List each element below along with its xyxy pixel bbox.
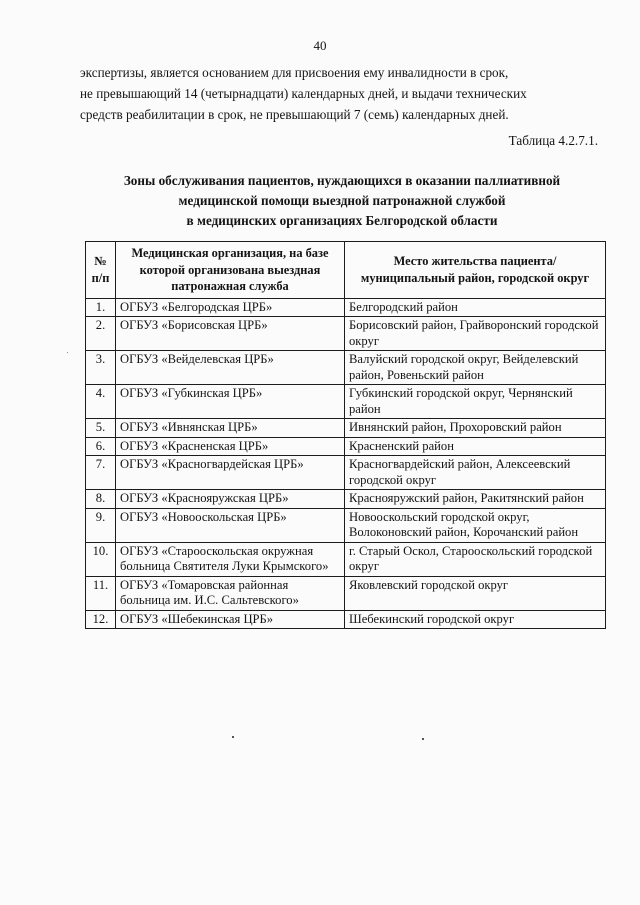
row-number: 7. <box>86 456 116 490</box>
row-number: 12. <box>86 610 116 629</box>
page-number: 40 <box>313 38 327 53</box>
scan-speck <box>422 738 424 740</box>
row-area: Белгородский район <box>345 298 606 317</box>
table-row <box>86 456 606 490</box>
row-organization: ОГБУЗ «Старооскольская окружная больница Святителя Луки Крымского» <box>116 542 345 576</box>
table-row <box>86 419 606 438</box>
service-zones-table <box>85 241 606 629</box>
row-organization: ОГБУЗ «Белгородская ЦРБ» <box>116 298 345 317</box>
table-row <box>86 542 606 576</box>
row-area: Красногвардейский район, Алексеевский городской округ <box>345 456 606 490</box>
header-number: № п/п <box>86 242 116 299</box>
title-line: медицинской помощи выездной патронажной службой <box>178 193 506 208</box>
row-organization: ОГБУЗ «Новооскольская ЦРБ» <box>116 508 345 542</box>
row-area: Валуйский городской округ, Вейделевский район, Ровеньский район <box>345 351 606 385</box>
row-number: 6. <box>86 437 116 456</box>
scan-speck <box>67 352 68 353</box>
table-row <box>86 490 606 509</box>
intro-line: средств реабилитации в срок, не превышающий 7 (семь) календарных дней. <box>80 107 509 122</box>
row-organization: ОГБУЗ «Красногвардейская ЦРБ» <box>116 456 345 490</box>
document-title <box>80 171 604 231</box>
scan-speck <box>232 736 234 738</box>
row-area: Шебекинский городской округ <box>345 610 606 629</box>
row-number: 8. <box>86 490 116 509</box>
title-line: в медицинских организациях Белгородской области <box>186 213 498 228</box>
row-organization: ОГБУЗ «Краснояружская ЦРБ» <box>116 490 345 509</box>
table-row <box>86 317 606 351</box>
row-area: г. Старый Оскол, Старооскольский городской округ <box>345 542 606 576</box>
table-row <box>86 437 606 456</box>
title-line: Зоны обслуживания пациентов, нуждающихся в оказании паллиативной <box>123 173 561 188</box>
row-organization: ОГБУЗ «Красненская ЦРБ» <box>116 437 345 456</box>
row-organization: ОГБУЗ «Борисовская ЦРБ» <box>116 317 345 351</box>
table-row <box>86 298 606 317</box>
row-number: 1. <box>86 298 116 317</box>
table-header-row <box>86 242 606 299</box>
row-area: Губкинский городской округ, Чернянский район <box>345 385 606 419</box>
table-row <box>86 508 606 542</box>
table-row <box>86 610 606 629</box>
table-row <box>86 385 606 419</box>
row-number: 9. <box>86 508 116 542</box>
row-organization: ОГБУЗ «Шебекинская ЦРБ» <box>116 610 345 629</box>
table-reference: Таблица 4.2.7.1. <box>508 133 598 148</box>
row-area: Новооскольский городской округ, Волоконовский район, Корочанский район <box>345 508 606 542</box>
row-number: 3. <box>86 351 116 385</box>
row-area: Красненский район <box>345 437 606 456</box>
row-number: 10. <box>86 542 116 576</box>
row-organization: ОГБУЗ «Ивнянская ЦРБ» <box>116 419 345 438</box>
header-area: Место жительства пациента/муниципальный район, городской округ <box>345 242 606 299</box>
row-number: 11. <box>86 576 116 610</box>
row-number: 2. <box>86 317 116 351</box>
row-organization: ОГБУЗ «Томаровская районная больница им. И.С. Сальтевского» <box>116 576 345 610</box>
intro-line: экспертизы, является основанием для присвоения ему инвалидности в срок, <box>80 65 509 80</box>
header-organization: Медицинская организация, на базе которой организована выездная патронажная служба <box>116 242 345 299</box>
row-area: Краснояружский район, Ракитянский район <box>345 490 606 509</box>
table-row <box>86 576 606 610</box>
row-area: Яковлевский городской округ <box>345 576 606 610</box>
row-area: Борисовский район, Грайворонский городской округ <box>345 317 606 351</box>
row-area: Ивнянский район, Прохоровский район <box>345 419 606 438</box>
intro-paragraph <box>80 62 602 125</box>
row-number: 5. <box>86 419 116 438</box>
intro-line: не превышающий 14 (четырнадцати) календарных дней, и выдачи технических <box>80 86 527 101</box>
row-number: 4. <box>86 385 116 419</box>
row-organization: ОГБУЗ «Губкинская ЦРБ» <box>116 385 345 419</box>
table-row <box>86 351 606 385</box>
row-organization: ОГБУЗ «Вейделевская ЦРБ» <box>116 351 345 385</box>
